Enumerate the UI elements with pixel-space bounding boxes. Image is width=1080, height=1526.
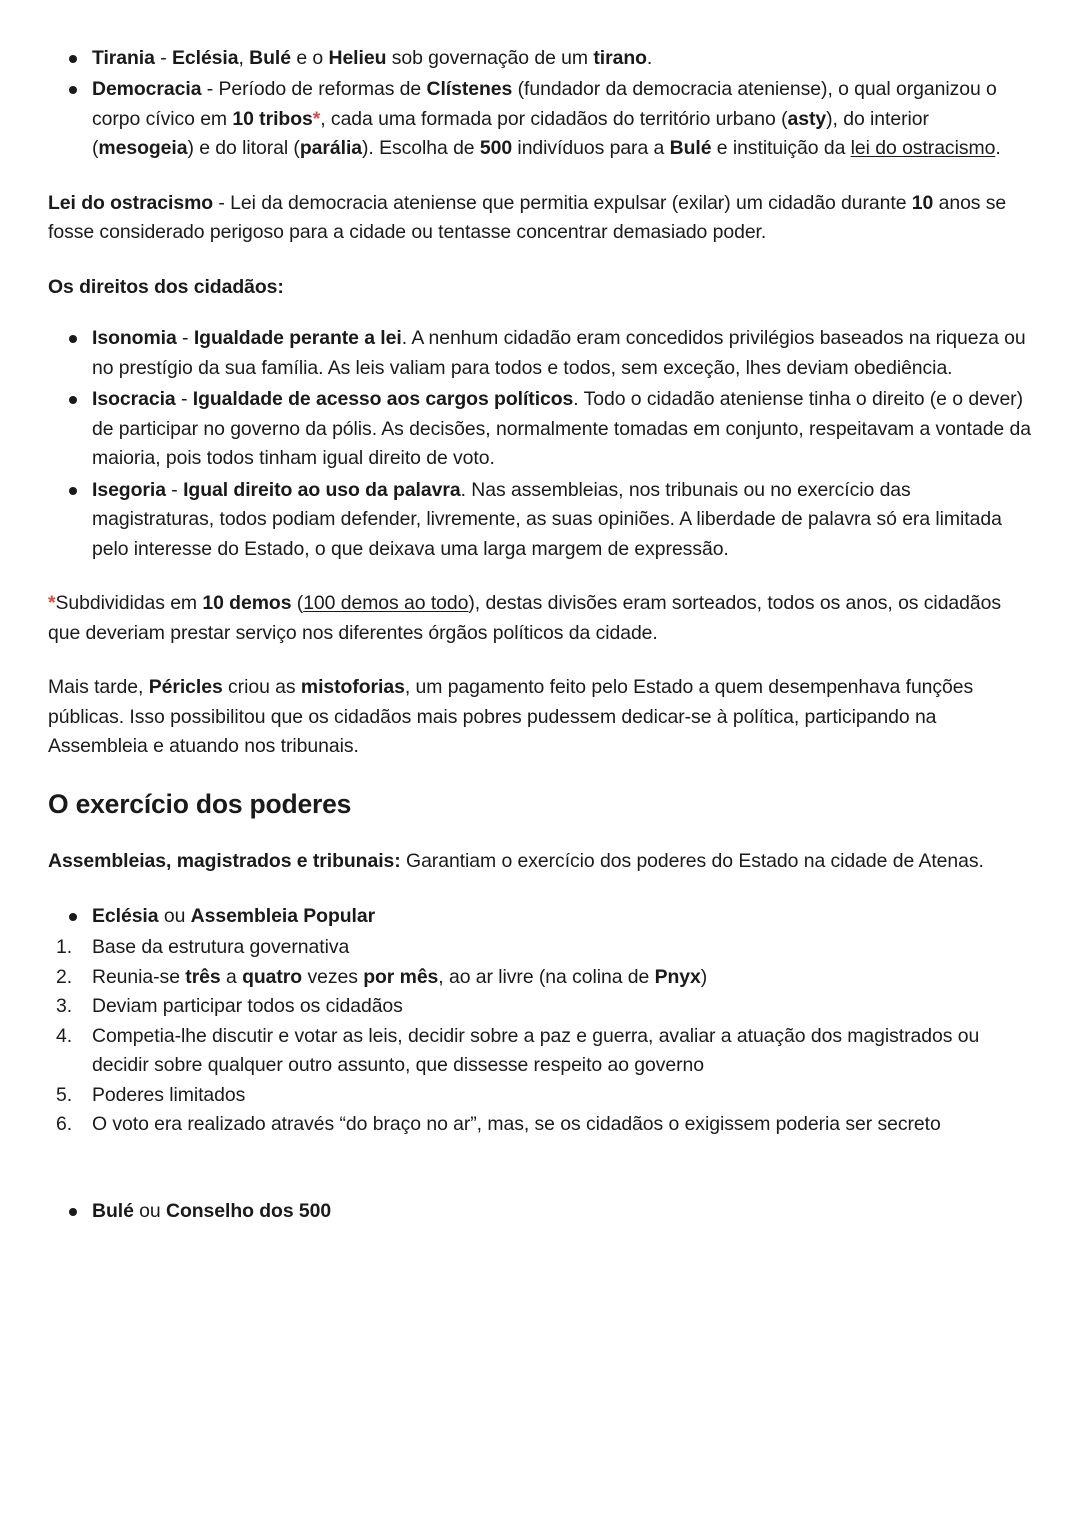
list-item: O voto era realizado através “do braço no ar”, mas, se os cidadãos o exigissem poderia ser secreto	[92, 1113, 941, 1135]
list-item: Base da estrutura governativa	[92, 936, 350, 959]
list-item: Tirania - Eclésia, Bulé e o Helieu sob governação de um tirano.	[48, 44, 1032, 73]
section-spacer	[48, 1139, 1032, 1197]
list-item: Bulé ou Conselho dos 500	[48, 1197, 1032, 1226]
list-item: Isonomia - Igualdade perante a lei. A nenhum cidadão eram concedidos privilégios baseados na riqueza ou no prestígio da sua família. As leis valiam para todos e todos, sem exceção, lhes deviam obediência.	[48, 324, 1032, 383]
bule-bullet-list	[48, 1197, 1032, 1226]
pericles-paragraph: Mais tarde, Péricles criou as mistoforias, um pagamento feito pelo Estado a quem desempenhava funções públicas. Isso possibilitou que os cidadãos mais pobres pudessem dedicar-se à política, participando na Assembleia e atuando nos tribunais.	[48, 676, 974, 758]
direitos-heading: Os direitos dos cidadãos:	[48, 275, 284, 298]
page-title: O exercício dos poderes	[48, 788, 352, 819]
list-item: Democracia - Período de reformas de Clístenes (fundador da democracia ateniense), o qual organizou o corpo cívico em 10 tribos*, cada uma formada por cidadãos do território urbano (asty), do interior (mesogeia) e do litoral (parália). Escolha de 500 indivíduos para a Bulé e instituição da lei do ostracismo.	[48, 75, 1032, 163]
list-item: Competia-lhe discutir e votar as leis, decidir sobre a paz e guerra, avaliar a atuação dos magistrados ou decidir sobre qualquer outro assunto, que dissesse respeito ao governo	[92, 1024, 980, 1077]
assembleias-paragraph: Assembleias, magistrados e tribunais: Garantiam o exercício dos poderes do Estado na cidade de Atenas.	[48, 850, 984, 873]
list-item: Poderes limitados	[92, 1083, 246, 1106]
eclesia-numbered-list	[48, 933, 1032, 1139]
list-item: Eclésia ou Assembleia Popular	[48, 902, 1032, 931]
list-item: Deviam participar todos os cidadãos	[92, 995, 403, 1018]
list-item: Reunia-se três a quatro vezes por mês, ao ar livre (na colina de Pnyx)	[92, 965, 708, 988]
footnote-paragraph: *Subdivididas em 10 demos (100 demos ao todo), destas divisões eram sorteados, todos os anos, os cidadãos que deveriam prestar serviço nos diferentes órgãos políticos da cidade.	[48, 592, 1002, 644]
direitos-bullet-list	[48, 324, 1032, 564]
list-item: Isocracia - Igualdade de acesso aos cargos políticos. Todo o cidadão ateniense tinha o direito (e o dever) de participar no governo da pólis. As decisões, normalmente tomadas em conjunto, respeitavam a vontade da maioria, pois todos tinham igual direito de voto.	[48, 385, 1032, 473]
regimes-bullet-list	[48, 44, 1032, 164]
ostracismo-paragraph: Lei do ostracismo - Lei da democracia ateniense que permitia expulsar (exilar) um cidadão durante 10 anos se fosse considerado perigoso para a cidade ou tentasse concentrar demasiado poder.	[48, 191, 1007, 244]
document-body	[48, 44, 1032, 1227]
list-item: Isegoria - Igual direito ao uso da palavra. Nas assembleias, nos tribunais ou no exercício das magistraturas, todos podiam defender, livremente, as suas opiniões. A liberdade de palavra só era limitada pelo interesse do Estado, o que deixava uma larga margem de expressão.	[48, 476, 1032, 564]
eclesia-bullet-list	[48, 902, 1032, 931]
